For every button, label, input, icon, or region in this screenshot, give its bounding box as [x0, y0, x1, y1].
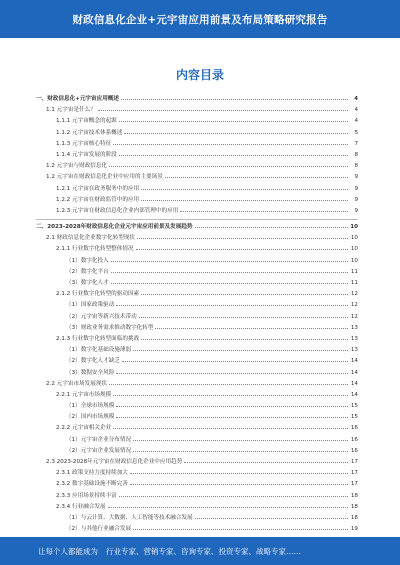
toc-entry[interactable]	[36, 457, 358, 468]
toc-page-number: 14	[350, 358, 358, 365]
toc-leader-dots	[119, 155, 348, 156]
toc-leader-dots	[133, 350, 348, 351]
toc-entry[interactable]	[36, 412, 358, 423]
toc-page-number: 10	[350, 246, 358, 253]
toc-entry-title: 2.1.2 行业数字化转型的驱动因素	[56, 291, 140, 298]
toc-page-number: 9	[354, 196, 358, 203]
toc-entry[interactable]	[36, 233, 358, 244]
toc-entry[interactable]	[36, 368, 358, 379]
report-title: 财政信息化企业+元宇宙应用前景及布局策略研究报告	[72, 13, 328, 26]
toc-page-number: 13	[350, 335, 358, 342]
toc-page-number: 14	[350, 380, 358, 387]
toc-entry-title: （1）国家政策驱动	[66, 302, 115, 309]
toc-leader-dots	[111, 272, 348, 273]
toc-page-number: 9	[354, 185, 358, 192]
toc-page-number: 17	[350, 470, 358, 477]
toc-leader-dots	[111, 283, 348, 284]
toc-entry-title: 2.2.1 元宇宙市场规模	[56, 391, 112, 398]
toc-leader-dots	[116, 373, 348, 374]
toc-entry[interactable]	[36, 206, 358, 217]
toc-entry-title: 1.2.2 元宇宙在财政监管中的应用	[56, 196, 140, 203]
toc-leader-dots	[180, 211, 348, 212]
toc-leader-dots	[109, 384, 348, 385]
toc-leader-dots	[113, 428, 348, 429]
toc-leader-dots	[141, 189, 348, 190]
toc-leader-dots	[141, 200, 348, 201]
toc-entry[interactable]	[36, 267, 358, 278]
toc-leader-dots	[116, 305, 348, 306]
toc-entry-title: （2）国内市场规模	[66, 414, 115, 421]
page-marker: ·	[346, 511, 348, 517]
toc-leader-dots	[195, 227, 348, 228]
toc-entry-title: 1.2 元宇宙与财政信息化	[46, 163, 108, 170]
toc-entry[interactable]	[36, 390, 358, 401]
toc-page-number: 18	[350, 492, 358, 499]
toc-leader-dots	[113, 395, 348, 396]
toc-leader-dots	[109, 166, 348, 167]
toc-leader-dots	[119, 496, 348, 497]
toc-page-number: 5	[354, 129, 358, 136]
toc-leader-dots	[133, 451, 348, 452]
toc-entry-title: 2.3.2 数字基础设施不断完善	[56, 481, 128, 488]
toc-leader-dots	[130, 484, 348, 485]
toc-page-number: 16	[350, 425, 358, 432]
toc-page-number: 4	[354, 118, 358, 125]
toc-leader-dots	[116, 417, 348, 418]
toc-entry[interactable]	[36, 172, 358, 183]
toc-entry-title: （1）与云计算、大数据、人工智能等技术融合发展	[66, 514, 193, 521]
toc-entry[interactable]	[36, 379, 358, 390]
toc-entry[interactable]	[36, 435, 358, 446]
toc-leader-dots	[165, 177, 348, 178]
footer-banner	[0, 537, 400, 565]
toc-page-number: 17	[350, 459, 358, 465]
toc-leader-dots	[141, 339, 348, 340]
toc-leader-dots	[121, 99, 348, 100]
toc-entry-title: （1）数字化投入	[66, 257, 109, 264]
toc-page-number: 11	[350, 280, 358, 286]
toc-entry-title: （2）元宇宙企业发展情况	[66, 447, 132, 454]
toc-entry-title: 2.1.1 行业数字化转型整体情况	[56, 246, 134, 253]
toc-entry-title: 二、2023-2028年财政信息化企业元宇宙应用前景及发展趋势	[36, 224, 193, 231]
toc-entry[interactable]	[36, 184, 358, 195]
footer-slogan: 让每个人都能成为	[38, 546, 98, 556]
toc-entry-title: 2.1.3 行业数字化转型面临的挑战	[56, 335, 140, 342]
toc-entry[interactable]	[36, 128, 358, 139]
toc-leader-dots	[195, 518, 348, 519]
toc-page-number: 12	[350, 302, 358, 309]
toc-leader-dots	[113, 144, 348, 145]
toc-entry[interactable]	[36, 334, 358, 345]
toc-entry[interactable]	[36, 491, 358, 502]
toc-page-number: 9	[354, 207, 358, 214]
toc-entry[interactable]	[36, 356, 358, 367]
toc-entry-title: 1.1.1 元宇宙概念的起源	[56, 118, 117, 125]
toc-entry[interactable]	[36, 150, 358, 161]
toc-entry-title: 2.2 元宇宙市场发展现状	[46, 380, 108, 387]
toc-entry-title: （3）数据安全风险	[66, 369, 115, 376]
toc-entry-title: 1.1.4 元宇宙发展的阶段	[56, 151, 117, 158]
toc-entry-title: 2.3.1 政策支持力度持续加大	[56, 470, 128, 477]
toc-entry[interactable]	[36, 244, 358, 255]
toc-entry[interactable]	[36, 524, 358, 535]
toc-leader-dots	[184, 462, 348, 463]
toc-entry-title: 1.1.3 元宇宙核心特征	[56, 140, 112, 147]
toc-page-number: 15	[350, 403, 358, 410]
toc-entry-title: 2.3.4 行业融合发展	[56, 503, 106, 510]
toc-leader-dots	[139, 317, 348, 318]
toc-entry[interactable]	[36, 195, 358, 206]
toc-leader-dots	[133, 440, 348, 441]
toc-entry-title: （2）数字化平台	[66, 268, 109, 275]
toc-entry-title: （1）元宇宙企业分布情况	[66, 436, 132, 443]
toc-entry[interactable]	[36, 256, 358, 267]
toc-page-number: 7	[354, 140, 358, 147]
toc-page-number: 10	[350, 257, 358, 264]
toc-leader-dots	[133, 529, 348, 530]
toc-entry[interactable]	[36, 423, 358, 434]
toc-leader-dots	[116, 406, 348, 407]
toc-page-number: 16	[350, 436, 358, 443]
toc-page-number: 19	[350, 526, 358, 533]
toc-entry[interactable]	[36, 300, 358, 311]
toc-entry[interactable]	[36, 139, 358, 150]
report-header	[0, 0, 400, 38]
toc-page-number: 12	[350, 291, 358, 298]
toc-entry[interactable]	[36, 345, 358, 356]
toc-entry[interactable]	[36, 312, 358, 323]
toc-entry[interactable]	[36, 446, 358, 457]
toc-entry-title: 2.3.3 应用场景持续丰富	[56, 492, 117, 499]
table-of-contents	[36, 94, 358, 535]
toc-page-number: 10	[350, 224, 358, 231]
toc-entry-title: （3）数字化人才	[66, 280, 109, 286]
toc-leader-dots	[108, 507, 348, 508]
toc-leader-dots	[98, 110, 348, 111]
toc-entry[interactable]	[36, 513, 358, 524]
toc-page-number: 13	[350, 324, 358, 331]
toc-entry-title: （2）与其他行业融合发展	[66, 526, 132, 533]
toc-page-number: 13	[350, 347, 358, 354]
toc-page-number: 14	[350, 391, 358, 398]
toc-leader-dots	[111, 261, 348, 262]
toc-leader-dots	[122, 361, 348, 362]
toc-leader-dots	[137, 238, 348, 239]
toc-entry-title: （3）财政业务需求推动数字化转型	[66, 324, 154, 331]
toc-page-number: 11	[350, 268, 358, 275]
toc-entry[interactable]	[36, 468, 358, 479]
toc-leader-dots	[155, 328, 348, 329]
toc-page-number: 15	[350, 414, 358, 421]
toc-entry-title: 1.2 元宇宙在财政信息化企业中应用的主要场景	[46, 174, 163, 181]
toc-entry-title: 1.1 元宇宙是什么？	[46, 107, 96, 114]
toc-entry-title: 一、财政信息化+元宇宙应用概述	[36, 96, 119, 102]
footer-roles: 行业专家、营销专家、咨询专家、投资专家、战略专家……	[106, 546, 301, 556]
toc-page-number: 18	[350, 503, 358, 510]
toc-entry[interactable]	[36, 479, 358, 490]
toc-entry-title: 2.3 2023-2028年元宇宙在财政信息化企业中应用趋势	[46, 459, 183, 465]
toc-leader-dots	[141, 294, 348, 295]
toc-page-number: 14	[350, 369, 358, 376]
toc-entry[interactable]	[36, 401, 358, 412]
toc-entry-title: 1.1.2 元宇宙技术体系概述	[56, 129, 123, 136]
toc-page-number: 4	[354, 107, 358, 114]
toc-entry[interactable]	[36, 222, 358, 233]
toc-page-number: 18	[350, 514, 358, 521]
toc-leader-dots	[124, 133, 348, 134]
toc-entry[interactable]	[36, 116, 358, 127]
toc-entry-title: （2）元宇宙等新兴技术带动	[66, 313, 137, 320]
toc-entry-title: （1）全球市场规模	[66, 403, 115, 410]
toc-entry-title: 1.2.3 元宇宙在财政信息化企业内部管理中的应用	[56, 207, 179, 214]
toc-entry-title: 2.1 财政信息化企业数字化转型现状	[46, 235, 135, 242]
toc-page-number: 9	[354, 174, 358, 181]
toc-heading: 内容目录	[175, 68, 224, 82]
toc-page-number: 10	[350, 235, 358, 242]
toc-separator	[36, 219, 358, 220]
toc-entry[interactable]	[36, 94, 358, 105]
toc-entry[interactable]	[36, 105, 358, 116]
toc-leader-dots	[136, 249, 348, 250]
toc-page-number: 4	[354, 96, 358, 102]
toc-page-number: 8	[354, 151, 358, 158]
toc-entry-title: 1.2.1 元宇宙在政务服务中的应用	[56, 185, 140, 192]
toc-entry[interactable]	[36, 278, 358, 289]
toc-entry[interactable]	[36, 502, 358, 513]
toc-page-number: 12	[350, 313, 358, 320]
toc-page-number: 16	[350, 447, 358, 454]
toc-entry[interactable]	[36, 289, 358, 300]
toc-leader-dots	[130, 473, 348, 474]
toc-leader-dots	[119, 121, 348, 122]
toc-entry-title: （1）数字化基础设施薄弱	[66, 347, 132, 354]
toc-entry-title: （2）数字化人才缺乏	[66, 358, 120, 365]
toc-entry[interactable]	[36, 323, 358, 334]
toc-page-number: 17	[350, 481, 358, 488]
toc-entry[interactable]	[36, 161, 358, 172]
toc-entry-title: 2.2.2 元宇宙相关企业	[56, 425, 112, 432]
toc-page-number: 8	[354, 163, 358, 170]
